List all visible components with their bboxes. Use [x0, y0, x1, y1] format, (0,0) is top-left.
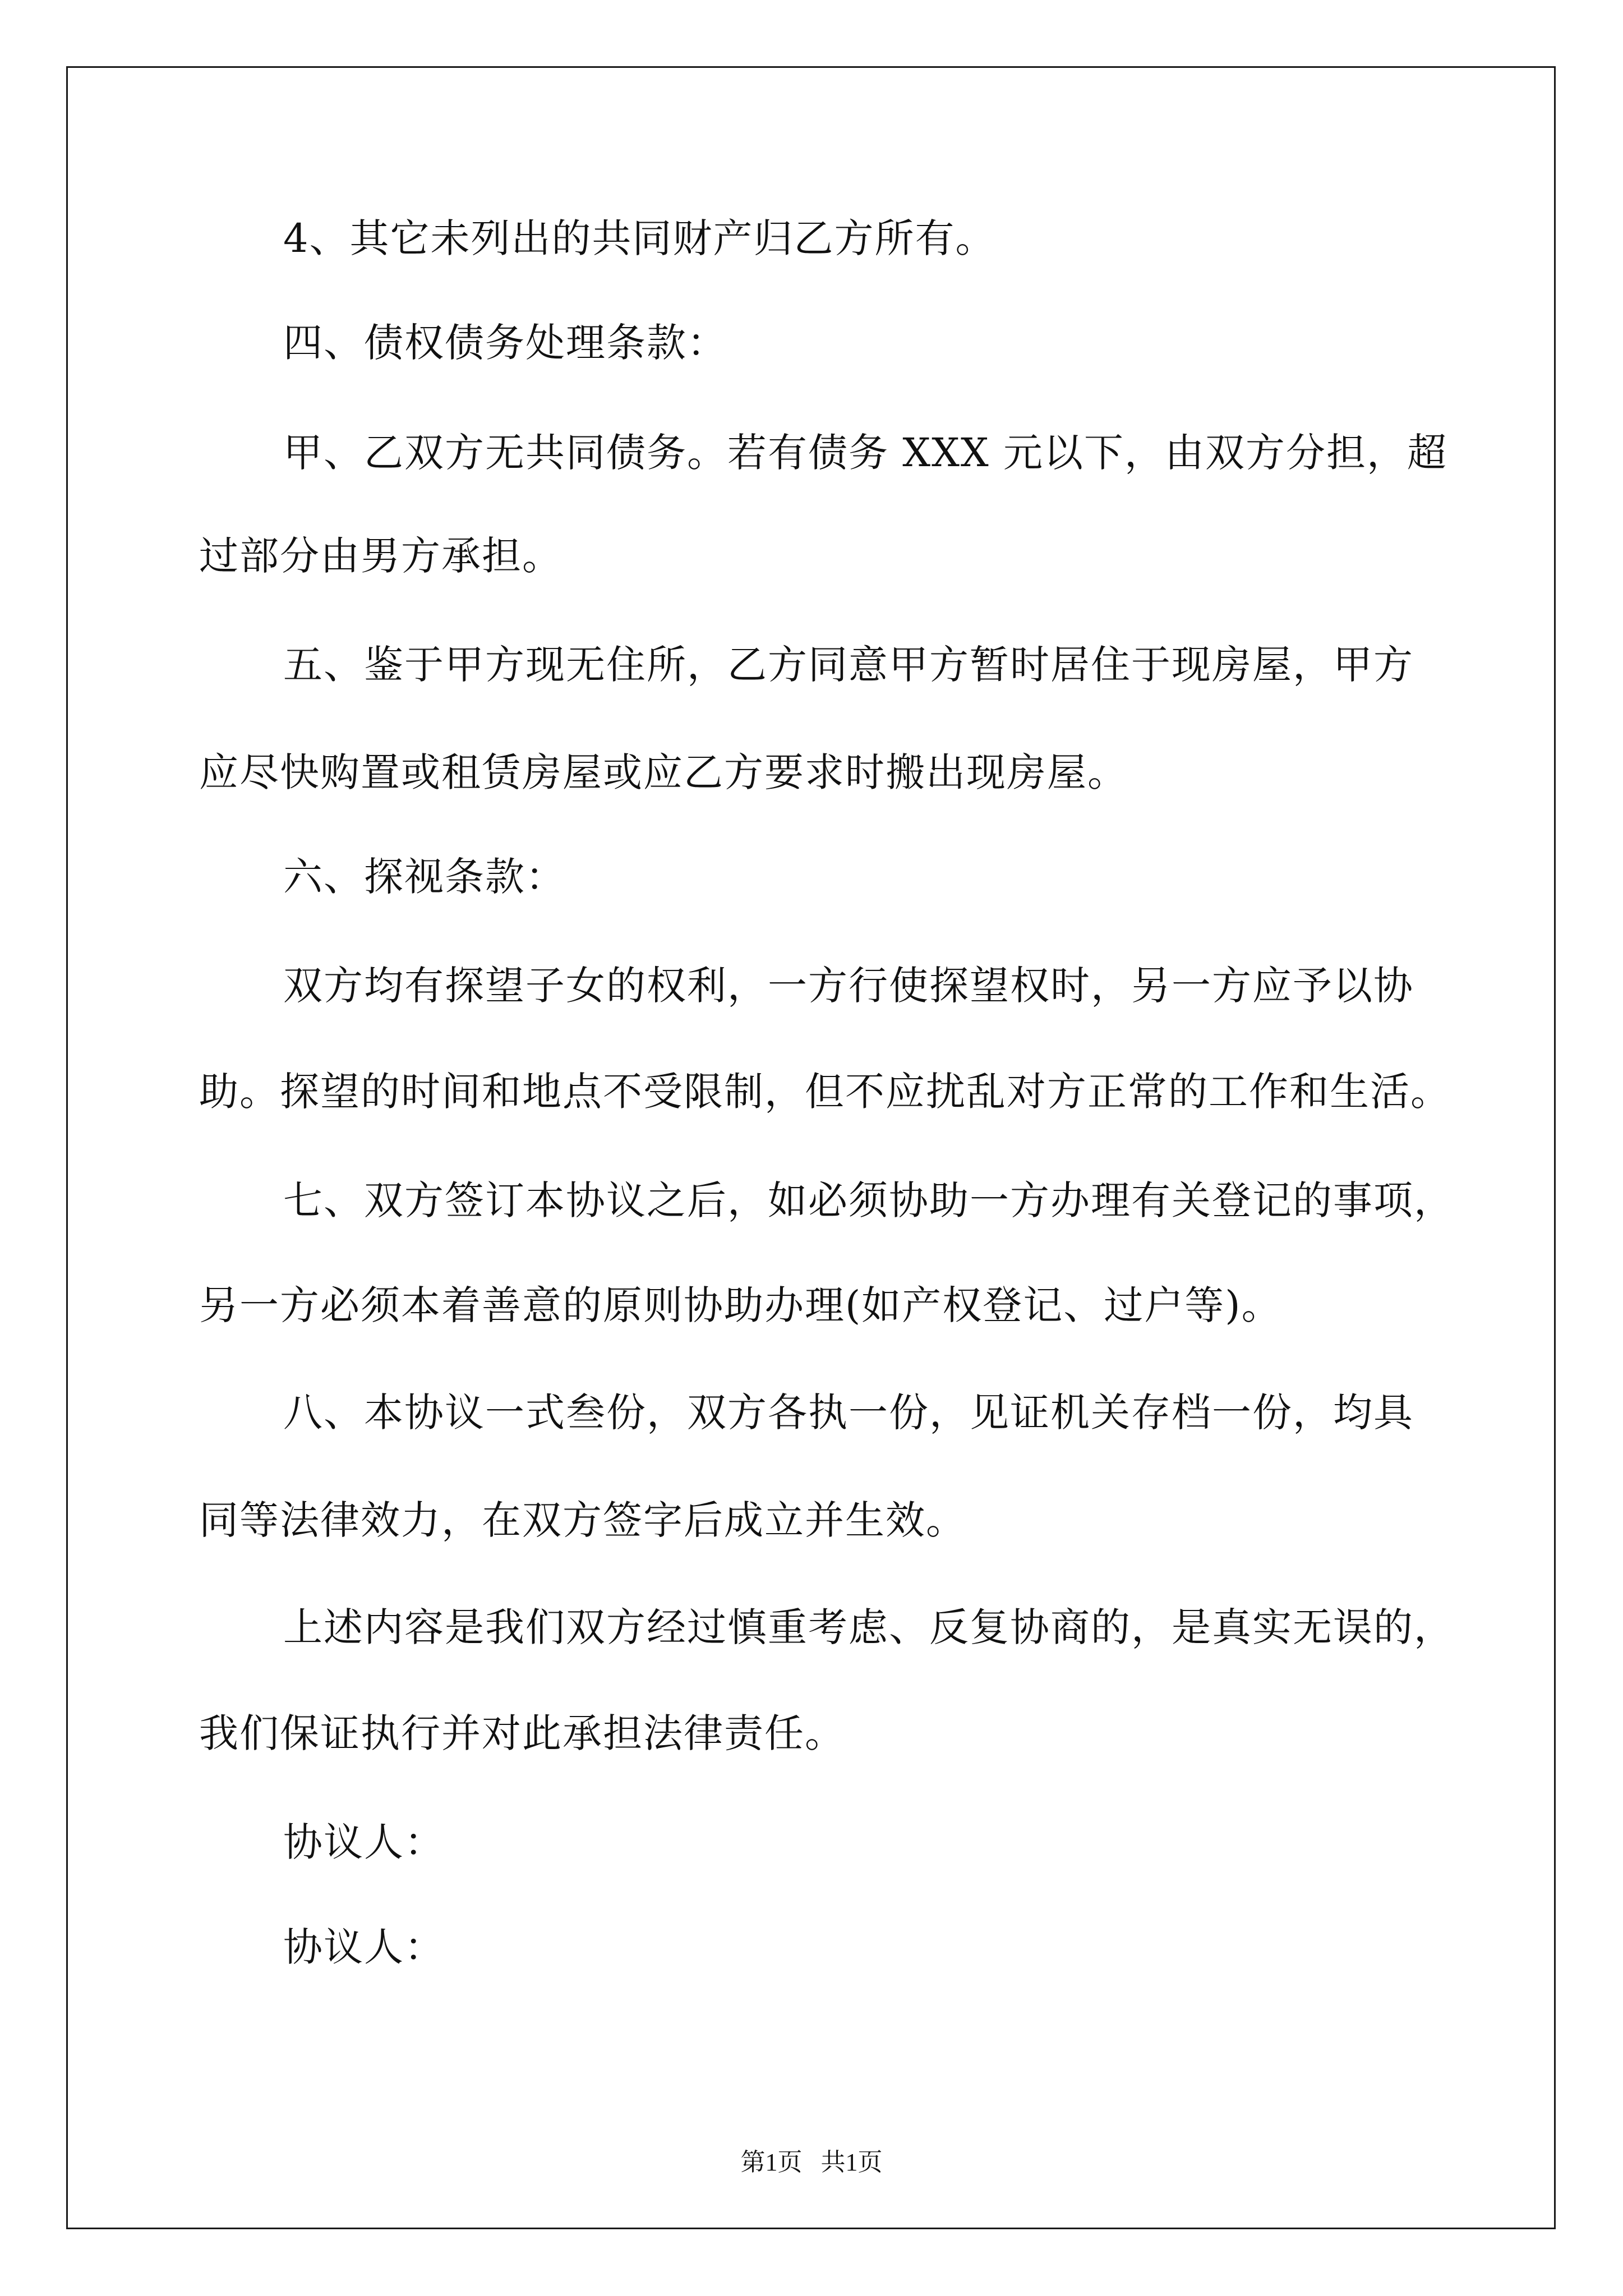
paragraph-line: 助。探望的时间和地点不受限制，但不应扰乱对方正常的工作和生活。 — [199, 1069, 1451, 1115]
paragraph-line: 我们保证执行并对此承担法律责任。 — [199, 1710, 845, 1756]
paragraph-line: 六、探视条款： — [283, 854, 566, 900]
paragraph-line: 上述内容是我们双方经过慎重考虑、反复协商的，是真实无误的， — [283, 1604, 1454, 1650]
paragraph-line: 应尽快购置或租赁房屋或应乙方要求时搬出现房屋。 — [199, 749, 1128, 795]
paragraph-line: 另一方必须本着善意的原则协助办理(如产权登记、过户等)。 — [199, 1282, 1282, 1328]
paragraph-line: 甲、乙双方无共同债务。若有债务 XXX 元以下，由双方分担，超 — [283, 430, 1448, 476]
paragraph-line: 过部分由男方承担。 — [199, 533, 562, 579]
paragraph-line: 八、本协议一式叁份，双方各执一份，见证机关存档一份，均具 — [283, 1389, 1414, 1435]
page-border — [66, 66, 1556, 2229]
signatory-label: 协议人： — [283, 1924, 445, 1970]
signatory-label: 协议人： — [283, 1819, 445, 1865]
paragraph-line: 双方均有探望子女的权利，一方行使探望权时，另一方应予以协 — [283, 963, 1414, 1009]
paragraph-line: 同等法律效力，在双方签字后成立并生效。 — [199, 1497, 966, 1543]
paragraph-line: 七、双方签订本协议之后，如必须协助一方办理有关登记的事项， — [283, 1177, 1454, 1223]
paragraph-line: 四、债权债务处理条款： — [283, 320, 727, 366]
page-footer: 第1页 共1页 — [740, 2148, 883, 2176]
paragraph-line: 4、其它未列出的共同财产归乙方所有。 — [283, 215, 996, 261]
paragraph-line: 五、鉴于甲方现无住所，乙方同意甲方暂时居住于现房屋，甲方 — [283, 642, 1414, 688]
